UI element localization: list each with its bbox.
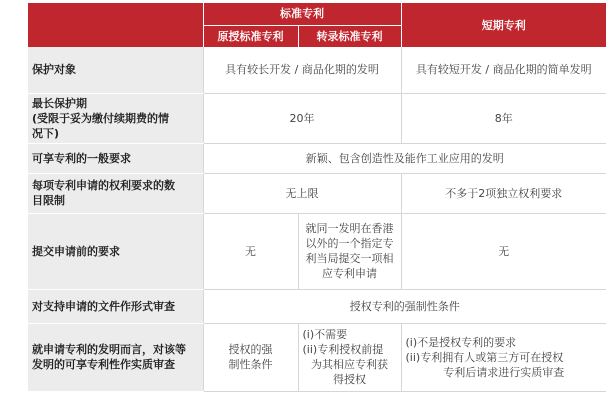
cell-substantive-short [401,323,606,391]
cell-claims-short: 不多于2项独立权利要求 [401,173,606,213]
cell-line: 专利后请求进行实质审查 [443,365,565,379]
row-label-claims-limit [28,173,203,213]
table-row [28,213,606,289]
cell-line: 为其相应专利获 [311,358,388,371]
row-label-line: 况下) [32,126,60,140]
cell-line: 应专利申请 [322,267,377,280]
cell-line: (ii)专利拥有人或第三方可在授权 [405,350,564,364]
cell-pre-filing-original: 无 [203,213,298,289]
cell-line: 利当局提交一项相 [305,252,394,265]
row-label-pre-filing: 提交申请前的要求 [28,213,203,289]
row-label-formal-exam: 对支持申请的文件作形式审查 [28,289,203,323]
cell-general-requirements: 新颖、包含创造性及能作工业应用的发明 [203,143,606,173]
header-re-registration: 转录标准专利 [298,25,401,47]
cell-line: 得授权 [333,373,366,386]
row-label-protection-subject: 保护对象 [28,47,203,93]
cell-line: 授权的强 [228,343,273,356]
table-row [28,143,606,173]
cell-line: (i)不需要 [302,328,348,341]
cell-pre-filing-short: 无 [401,213,606,289]
row-label-line: 最长保护期 [32,96,87,110]
cell-protection-standard: 具有较长开发 / 商品化期的发明 [203,47,401,93]
row-label-max-term [28,93,203,143]
cell-line: (i)不是授权专利的要求 [405,335,517,349]
cell-line: 以外的一个指定专 [305,237,394,250]
cell-formal-exam: 授权专利的强制性条件 [203,289,606,323]
table-row [28,173,606,213]
header-corner [28,3,203,47]
patent-comparison-table-wrap [28,3,606,392]
row-label-substantive-exam [28,323,203,391]
row-label-line: (受限于妥为缴付续期费的情 [32,111,170,125]
cell-substantive-rereg [298,323,401,391]
row-label-line: 发明的可享专利性作实质审查 [32,358,175,371]
cell-max-term-standard: 20年 [203,93,401,143]
row-label-general-requirements: 可享专利的一般要求 [28,143,203,173]
cell-line: (ii)专利授权前提 [302,343,384,356]
cell-pre-filing-rereg [298,213,401,289]
header-short-term-patent: 短期专利 [401,3,606,47]
cell-protection-short: 具有较短开发 / 商品化期的简单发明 [401,47,606,93]
table-row [28,93,606,143]
cell-line: 制性条件 [228,358,273,371]
header-original-grant: 原授标准专利 [203,25,298,47]
patent-comparison-table [28,3,606,392]
table-row [28,289,606,323]
row-label-line: 每项专利申请的权利要求的数 [32,179,175,192]
cell-max-term-short: 8年 [401,93,606,143]
cell-claims-standard: 无上限 [203,173,401,213]
table-row [28,323,606,391]
row-label-line: 目限制 [32,194,65,207]
header-standard-patent: 标准专利 [203,3,401,25]
row-label-line: 就申请专利的发明而言，对该等 [32,343,186,356]
table-row [28,47,606,93]
cell-line: 就同一发明在香港 [305,222,394,235]
cell-substantive-original [203,323,298,391]
